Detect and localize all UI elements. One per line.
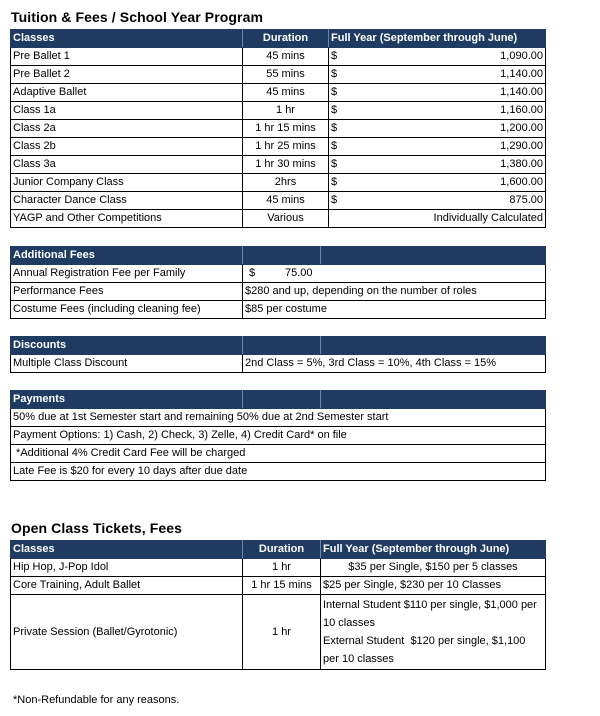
- class-duration: 55 mins: [243, 66, 329, 84]
- table-row: [11, 301, 546, 319]
- col-classes: Classes: [11, 30, 243, 48]
- class-name: Character Dance Class: [11, 192, 243, 210]
- table-row: [11, 445, 546, 463]
- class-fee: [329, 84, 546, 102]
- additional-fees-table: [10, 246, 546, 319]
- payments-header-row: [11, 391, 546, 409]
- table-row: [11, 48, 546, 66]
- external-student-fee: External Student $120 per single, $1,100 per 10 classes: [323, 635, 529, 665]
- table-row: [11, 174, 546, 192]
- fee-amount: 875.00: [509, 194, 543, 206]
- payments-header: Payments: [11, 391, 243, 409]
- class-name: Class 2b: [11, 138, 243, 156]
- class-fee: $25 per Single, $230 per 10 Classes: [321, 577, 546, 595]
- table-row: [11, 577, 546, 595]
- col-duration: Duration: [243, 30, 329, 48]
- fee-label: Annual Registration Fee per Family: [11, 265, 243, 283]
- table-row: [11, 66, 546, 84]
- fee-value: [243, 265, 546, 283]
- fee-amount: Individually Calculated: [433, 212, 543, 224]
- fee-label: Costume Fees (including cleaning fee): [11, 301, 243, 319]
- class-duration: 1 hr 15 mins: [243, 120, 329, 138]
- payment-note: *Additional 4% Credit Card Fee will be charged: [11, 445, 546, 463]
- col-classes: Classes: [11, 541, 243, 559]
- table-row: [11, 156, 546, 174]
- currency-symbol: $: [331, 176, 338, 188]
- discount-label: Multiple Class Discount: [11, 355, 243, 373]
- class-duration: 45 mins: [243, 48, 329, 66]
- table-row: [11, 265, 546, 283]
- discounts-table: [10, 336, 546, 373]
- class-duration: Various: [243, 210, 329, 228]
- currency-symbol: $: [249, 267, 256, 279]
- currency-symbol: $: [331, 122, 338, 134]
- header-blank: [321, 391, 546, 409]
- fee-amount: 1,140.00: [500, 86, 543, 98]
- class-duration: 45 mins: [243, 84, 329, 102]
- table-row: [11, 102, 546, 120]
- fee-amount: 1,380.00: [500, 158, 543, 170]
- fee-amount: 1,140.00: [500, 68, 543, 80]
- currency-symbol: $: [331, 140, 338, 152]
- additional-fees-header-row: [11, 247, 546, 265]
- class-name: Pre Ballet 2: [11, 66, 243, 84]
- discounts-header-row: [11, 337, 546, 355]
- additional-fees-header: Additional Fees: [11, 247, 243, 265]
- header-blank: [243, 391, 321, 409]
- class-duration: 1 hr 30 mins: [243, 156, 329, 174]
- class-duration: 1 hr: [243, 102, 329, 120]
- table-row: [11, 210, 546, 228]
- class-fee: [329, 192, 546, 210]
- table-row: [11, 355, 546, 373]
- class-duration: 1 hr: [243, 559, 321, 577]
- col-duration: Duration: [243, 541, 321, 559]
- open-class-table: [10, 540, 546, 670]
- class-fee: [329, 66, 546, 84]
- footnote: *Non-Refundable for any reasons.: [13, 694, 180, 706]
- tuition-header-row: [11, 30, 546, 48]
- header-blank: [321, 247, 546, 265]
- class-duration: 45 mins: [243, 192, 329, 210]
- fee-amount: 1,600.00: [500, 176, 543, 188]
- tuition-title: Tuition & Fees / School Year Program: [11, 9, 264, 25]
- class-fee: [321, 595, 546, 670]
- payment-note: Late Fee is $20 for every 10 days after due date: [11, 463, 546, 481]
- table-row: [11, 427, 546, 445]
- currency-symbol: $: [331, 50, 338, 62]
- table-row: [11, 409, 546, 427]
- header-blank: [243, 337, 321, 355]
- payments-table: [10, 390, 546, 481]
- header-blank: [243, 247, 321, 265]
- fee-amount: 75.00: [285, 267, 313, 279]
- currency-symbol: $: [331, 104, 338, 116]
- class-name: Junior Company Class: [11, 174, 243, 192]
- class-fee: [329, 138, 546, 156]
- class-fee: [329, 48, 546, 66]
- class-name: Class 2a: [11, 120, 243, 138]
- class-duration: 1 hr 15 mins: [243, 577, 321, 595]
- open-class-header-row: [11, 541, 546, 559]
- table-row: [11, 138, 546, 156]
- col-full-year: Full Year (September through June): [321, 541, 546, 559]
- class-name: Class 1a: [11, 102, 243, 120]
- table-row: [11, 283, 546, 301]
- table-row: [11, 559, 546, 577]
- class-fee: [329, 156, 546, 174]
- class-fee: [329, 120, 546, 138]
- table-row: [11, 463, 546, 481]
- header-blank: [321, 337, 546, 355]
- currency-symbol: $: [331, 194, 338, 206]
- class-duration: 2hrs: [243, 174, 329, 192]
- table-row: [11, 192, 546, 210]
- class-name: Core Training, Adult Ballet: [11, 577, 243, 595]
- payment-note: 50% due at 1st Semester start and remaining 50% due at 2nd Semester start: [11, 409, 546, 427]
- class-duration: 1 hr: [243, 595, 321, 670]
- discounts-header: Discounts: [11, 337, 243, 355]
- class-fee: [329, 102, 546, 120]
- currency-symbol: $: [331, 86, 338, 98]
- currency-symbol: $: [331, 158, 338, 170]
- col-full-year: Full Year (September through June): [329, 30, 546, 48]
- class-fee: $35 per Single, $150 per 5 classes: [321, 559, 546, 577]
- table-row: [11, 84, 546, 102]
- tuition-table: [10, 29, 546, 228]
- open-class-title: Open Class Tickets, Fees: [11, 520, 183, 536]
- class-fee: [329, 210, 546, 228]
- fee-label: Performance Fees: [11, 283, 243, 301]
- discount-value: 2nd Class = 5%, 3rd Class = 10%, 4th Class = 15%: [243, 355, 546, 373]
- class-name: YAGP and Other Competitions: [11, 210, 243, 228]
- class-name: Private Session (Ballet/Gyrotonic): [11, 595, 243, 670]
- class-duration: 1 hr 25 mins: [243, 138, 329, 156]
- fee-value: $280 and up, depending on the number of roles: [243, 283, 546, 301]
- class-name: Hip Hop, J-Pop Idol: [11, 559, 243, 577]
- class-name: Adaptive Ballet: [11, 84, 243, 102]
- fee-amount: 1,090.00: [500, 50, 543, 62]
- fee-amount: 1,160.00: [500, 104, 543, 116]
- table-row: [11, 120, 546, 138]
- class-name: Class 3a: [11, 156, 243, 174]
- class-fee: [329, 174, 546, 192]
- fee-amount: 1,200.00: [500, 122, 543, 134]
- table-row: [11, 595, 546, 670]
- fee-amount: 1,290.00: [500, 140, 543, 152]
- currency-symbol: $: [331, 68, 338, 80]
- fee-value: $85 per costume: [243, 301, 546, 319]
- payment-note: Payment Options: 1) Cash, 2) Check, 3) Zelle, 4) Credit Card* on file: [11, 427, 546, 445]
- internal-student-fee: Internal Student $110 per single, $1,000 per 10 classes: [323, 599, 537, 629]
- class-name: Pre Ballet 1: [11, 48, 243, 66]
